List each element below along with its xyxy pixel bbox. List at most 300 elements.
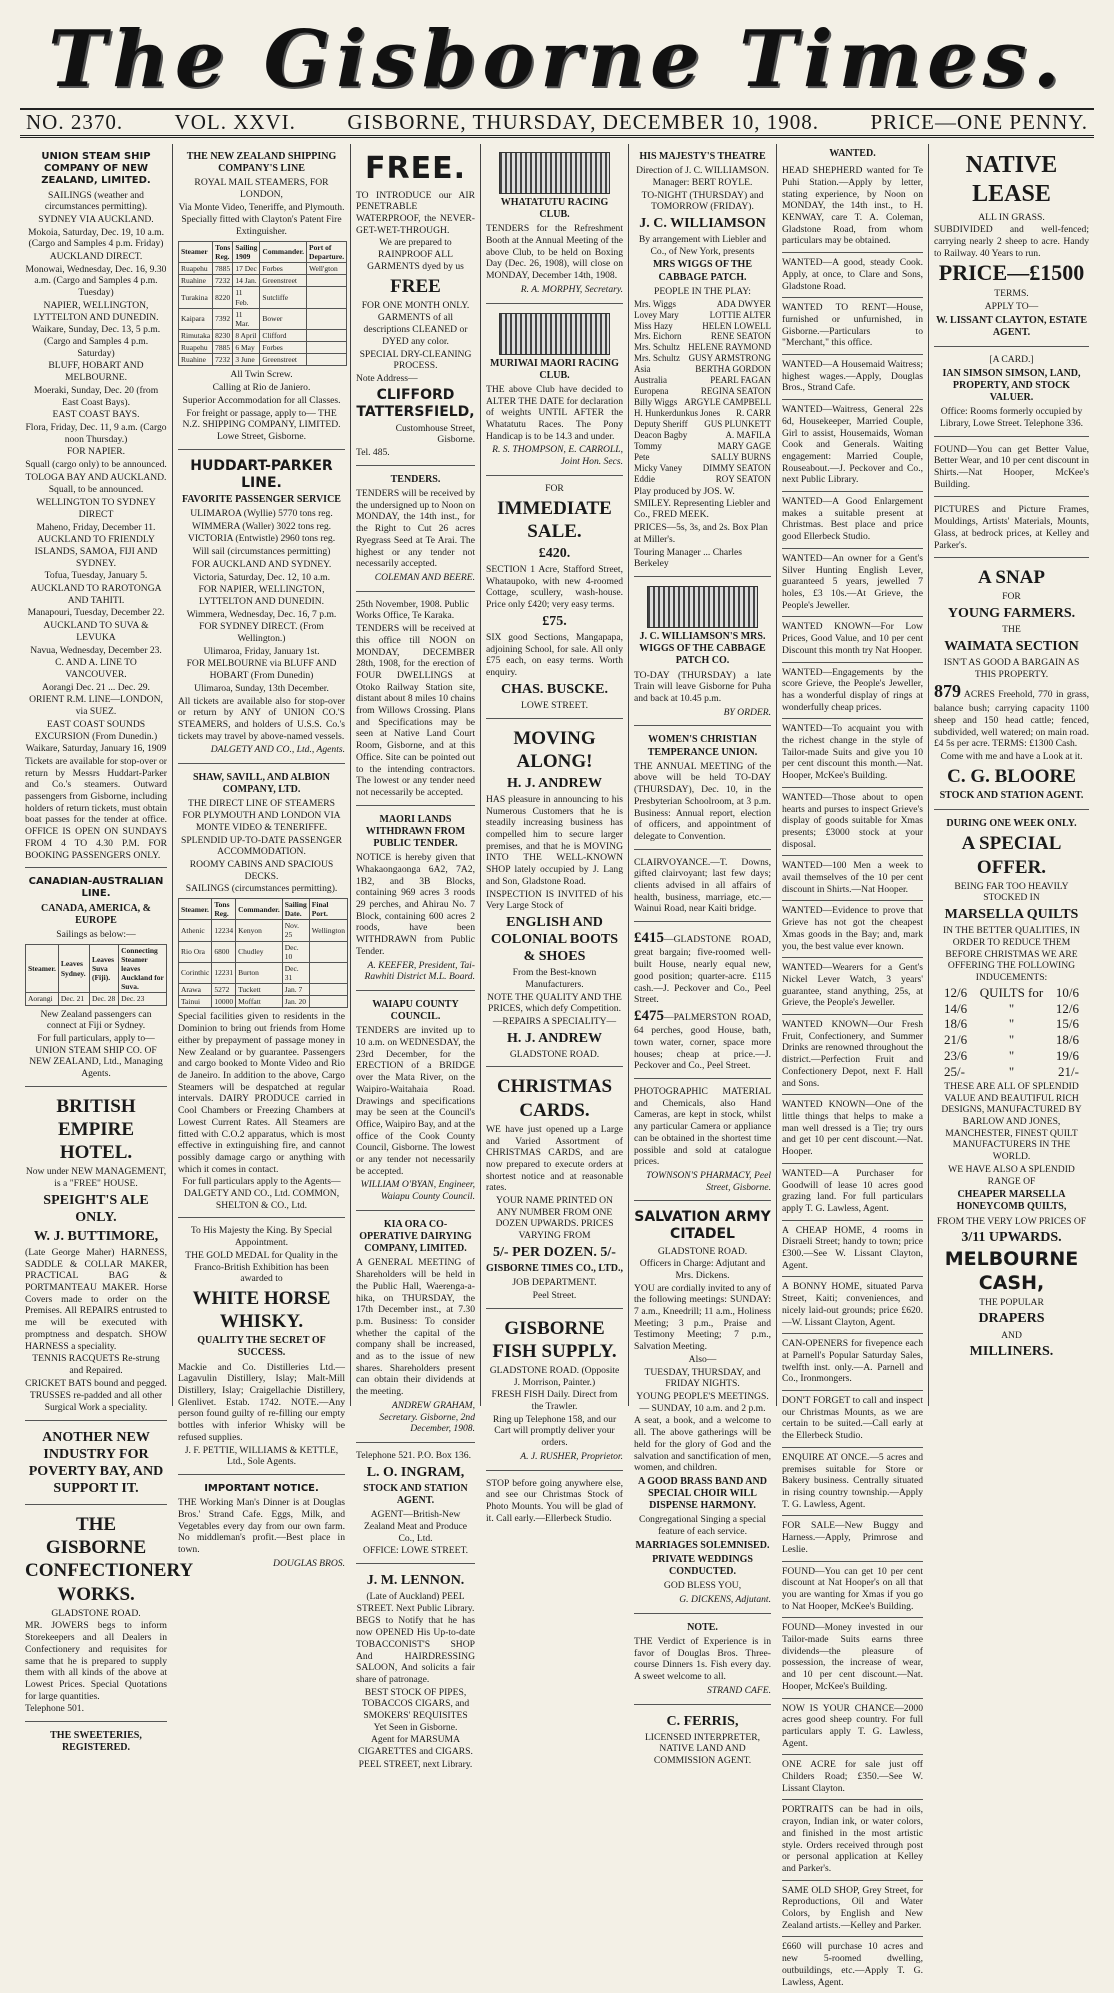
nzs-via: Via Monte Video, Teneriffe, and Plymouth. <box>178 201 345 213</box>
tenders-ad <box>356 469 475 592</box>
table-cell: 10000 <box>212 996 236 1008</box>
table-cell <box>309 984 347 996</box>
cast-role: Mrs. Wiggs <box>634 298 676 309</box>
hp-sub: FAVORITE PASSENGER SERVICE <box>182 493 341 505</box>
horse-body: Mackie and Co. Distilleries Ltd.— Lagavulin Distillery, Islay; Malt-Mill Distillery, Islay; Craigellachie Distillery, Glenlivet. Estab. 1742. NOTE.—Any person found guilty of re-filling our empty bottles with inferior Whisky will be refused supplies. <box>178 1361 345 1443</box>
table-cell: Tuckett <box>236 984 283 996</box>
table-cell: Chudley <box>236 941 283 962</box>
quilt-price-row <box>934 1001 1089 1017</box>
table-header-cell: Sailing 1909 <box>233 241 260 262</box>
cast-actor: DIMMY SEATON <box>702 463 771 474</box>
buttimore-cricket: CRICKET BATS bound and pegged. <box>25 1377 167 1389</box>
wctu-body: THE ANNUAL MEETING of the above will be held TO-DAY (THURSDAY), Dec. 10, in the Presbyterian Schoolroom, at 3 p.m. Business: Annual report, election of officers, and appointment of delegate to Convention. <box>634 760 771 842</box>
classified-item: NOW IS YOUR CHANCE—2000 acres good sheep country. For full particulars apply T. G. Lawless, Agent. <box>782 1700 923 1756</box>
melb-mill: MILLINERS. <box>969 1344 1054 1360</box>
cast-actor: ARGYLE CAMPBELL <box>684 397 771 408</box>
free-big: FREE <box>390 275 441 297</box>
tenders1-title: TENDERS. <box>390 473 441 485</box>
schedule-line: AUCKLAND TO SUVA & LEVUKA <box>43 620 149 643</box>
melb-and: AND <box>1001 1329 1022 1341</box>
table-cell: Forbes <box>260 263 307 275</box>
maori-lands-ad <box>356 809 475 991</box>
muri-title: MURIWAI MAORI RACING CLUB. <box>490 357 619 381</box>
lennon-stock: BEST STOCK OF PIPES, TOBACCOS CIGARS, and SMOKERS' REQUISITES Yet Seen in Gisborne. <box>361 1686 470 1733</box>
quilts-title: MARSELLA QUILTS <box>944 907 1079 923</box>
table-cell: 7885 <box>213 342 233 354</box>
free-prepared: We are prepared to RAINPROOF ALL GARMENTS dyed by us <box>367 237 464 272</box>
pictures-ad <box>934 500 1089 558</box>
cast-row <box>634 353 771 364</box>
new-price: 18/6 <box>1055 1032 1079 1048</box>
theatre-tonight: TO-NIGHT (THURSDAY) and TOMORROW (FRIDAY). <box>641 189 764 213</box>
table-header-cell: Tons Reg. <box>213 241 233 262</box>
ingram-title: L. O. INGRAM, <box>366 1464 465 1480</box>
sa-young: YOUNG PEOPLE'S MEETINGS.— SUNDAY, 10 a.m. and 2 p.m. <box>636 1390 769 1414</box>
clifford-addr: Customhouse Street, Gisborne. <box>395 422 475 446</box>
confect-title: THE GISBORNE CONFECTIONERY WORKS. <box>25 1514 194 1605</box>
cast-row <box>634 364 771 375</box>
snap-come: Come with me and have a Look at it. <box>940 751 1083 763</box>
maori-sign: A. KEEFER, President, Tai-Rawhiti District M.L. Board. <box>364 959 475 983</box>
special-title: A SPECIAL OFFER. <box>961 833 1062 878</box>
andrew-title: H. J. ANDREW <box>507 775 602 791</box>
fish-supply-ad <box>486 1312 623 1471</box>
classified-item: WANTED KNOWN—One of the little things that helps to make a man well dressed is a Tie; try ours and get 10 per cent discount.—Nat. Hooper. <box>782 1096 923 1164</box>
shaw-service: SPLENDID UP-TO-DATE PASSENGER ACCOMMODATION. <box>181 834 342 858</box>
table-cell <box>307 342 347 354</box>
lease-grass: ALL IN GRASS. <box>978 211 1045 223</box>
theatre-prices: PRICES—5s, 3s, and 2s. Box Plan at Miller's. <box>634 522 768 545</box>
quilts-ad <box>934 813 1089 1367</box>
classified-item: FOUND—You can get 10 per cent discount at Nat Hooper's on all that you are wanting for Xmas if you go to Nat Hooper, McKee's Building. <box>782 1563 923 1619</box>
ingram-tel: Telephone 521. P.O. Box 136. <box>356 1449 471 1461</box>
stop-ad <box>486 1474 623 1531</box>
union-steam-ship-ad <box>25 146 167 868</box>
andrew-addr: GLADSTONE ROAD. <box>509 1048 600 1060</box>
cast-row <box>634 397 771 408</box>
table-row <box>179 941 348 962</box>
cast-actor: A. MAFILA <box>725 430 771 441</box>
cast-actor: GUSY ARMSTRONG <box>688 353 771 364</box>
table-header-row <box>179 899 348 920</box>
table-header-cell: Commander. <box>260 241 307 262</box>
quilts-from: FROM THE VERY LOW PRICES OF <box>936 1215 1087 1227</box>
newspaper-columns <box>20 144 1094 1988</box>
table-cell: 12231 <box>212 962 236 983</box>
muriwai-racing-ad <box>486 307 623 476</box>
tenders1-body: TENDERS will be received by the undersigned up to Noon on MONDAY, the 14th inst., for the Right to Cut 26 acres Ryegrass Seed at Te Arai. The highest or any tender not necessarily accepted. <box>356 488 475 570</box>
sa-sign: G. DICKENS, Adjutant. <box>679 1594 771 1606</box>
andrew-goods: ENGLISH AND COLONIAL BOOTS & SHOES <box>490 914 619 965</box>
table-cell: Jan. 20 <box>282 996 309 1008</box>
table-cell: Clifford <box>260 330 307 342</box>
waipu-body: TENDERS are invited up to 10 a.m. on WEDNESDAY, the 23rd December, for the ERECTION of a BRIDGE over the Mata River, on the Waipiro-Waitahaia Road. Drawings and specifications may be seen at the Council's Office, Waipiro Bay, and at the office of the Cook County Council, Gisborne. The lowest or any tender not necessarily be accepted. <box>356 1025 475 1177</box>
special-body: BEING FAR TOO HEAVILY STOCKED IN <box>954 880 1069 904</box>
table-cell: Moffatt <box>236 996 283 1008</box>
quilt-price-row <box>934 1032 1089 1048</box>
andrew-inspect: INSPECTION IS INVITED of his Very Large Stock of <box>486 888 623 912</box>
classified-item: FOR SALE—New Buggy and Harness.—Apply, Primrose and Leslie. <box>782 1517 923 1561</box>
lennon-title: J. M. LENNON. <box>366 1572 465 1588</box>
table-cell: Dec. 28 <box>89 993 118 1005</box>
theatre-manager: Touring Manager ... Charles Berkeley <box>634 546 743 570</box>
cast-role: Billy Wiggs <box>634 397 678 408</box>
table-row <box>179 287 347 308</box>
photographic-ad <box>634 1082 771 1201</box>
canadian-table <box>25 944 167 1006</box>
white-horse-ad <box>178 1221 345 1475</box>
table-cell: Bower <box>260 308 307 329</box>
prop2-body: —PALMERSTON ROAD, 64 perches, good House, bath, town water, corner, space more houses; cheap at price.—J. Peckover and Co., Peel Street. <box>634 1011 771 1072</box>
snap-place: WAIMATA SECTION <box>944 638 1079 654</box>
fish-sign: A. J. RUSHER, Proprietor. <box>520 1450 623 1462</box>
table-cell <box>309 962 347 983</box>
table-row <box>179 330 347 342</box>
old-price: 25/- <box>944 1064 965 1080</box>
train-body: TO-DAY (THURSDAY) a late Train will leave Gisborne for Puha and back at 10.45 p.m. <box>634 669 771 704</box>
schedule-line: FOR NAPIER. <box>66 446 126 458</box>
cast-role: H. Hunkerdunkus Jones <box>634 408 721 419</box>
old-price: 21/6 <box>944 1032 968 1048</box>
cast-row <box>634 386 771 397</box>
schedule-line: AUCKLAND DIRECT. <box>49 251 143 263</box>
table-header-cell: Steamer. <box>26 944 59 993</box>
classified-item: WANTED—Waitress, General 22s 6d, Housekeeper, Married Couple, Girl to assist, Housemaids, Woman Cook and Generals. Waiting engagement: Married Couple, Rouseabout.—J. Peckover and Co., next Public Library. <box>782 401 923 492</box>
prop2 <box>634 1007 771 1072</box>
melb-title: MELBOURNE CASH, <box>944 1248 1079 1294</box>
quilt-label: QUILTS for <box>979 984 1044 1000</box>
free-title: FREE. <box>365 151 466 186</box>
schedule-line: Squall, to be announced. <box>48 484 144 496</box>
column-3 <box>351 144 481 1770</box>
xmas-body: WE have just opened up a Large and Varied Assortment of CHRISTMAS CARDS, and are now prepared to execute orders at shortest notice and at reasonable rates. <box>486 1123 623 1194</box>
property-ads <box>634 925 771 1079</box>
schedule-line: Waikare, Saturday, January 16, 1909 <box>25 743 167 755</box>
table-cell: 17 Dec <box>233 263 260 275</box>
andrew-body: HAS pleasure in announcing to his Numerous Customers that he is steadily increasing business has compelled him to secure larger premises, and that he is MOVING INTO THE WELL-KNOWN SHOP lately occupied by J. Lang and Son, Gladstone Road. <box>486 793 623 887</box>
maori-title: MAORI LANDS WITHDRAWN FROM PUBLIC TENDER. <box>365 813 466 850</box>
table-row <box>179 354 347 366</box>
sa-cong: Congregational Singing a special feature of each service. <box>638 1514 767 1538</box>
canadian-sub: CANADA, AMERICA, & EUROPE <box>41 902 151 926</box>
table-cell: 7232 <box>213 354 233 366</box>
xmas-title: CHRISTMAS CARDS. <box>496 1076 613 1121</box>
ingram-agent: AGENT—British-New Zealand Meat and Produce Co., Ltd. <box>363 1509 468 1544</box>
schedule-line: FOR SYDNEY DIRECT. (From Wellington.) <box>199 621 324 645</box>
shaw-apply: For full particulars apply to the Agents— DALGETY AND CO., Ltd. COMMON, SHELTON & CO., Ltd. <box>182 1176 341 1211</box>
shaw-body: Special facilities given to residents in the Dominion to bring out friends from Home either by prepayment of passage money in New Zealand or by guarantee. Passengers and cargo booked to Monte Video and Rio de Janeiro. In addition to the above, Cargo Steamers will be despatched at regular intervals. DAIRY PRODUCE carried in Cool Chambers or Freezing Chambers at Lowest Current Rates. All Steamers are fitted with C.O.2 apparatus, which is most effective in extinguishing fire, and cannot possibly damage cargo or anything with which it comes in contact. <box>178 1011 345 1175</box>
shaw-table <box>178 898 348 1008</box>
bloore-title: C. G. BLOORE <box>947 765 1076 787</box>
table-cell <box>307 308 347 329</box>
industry-text: ANOTHER NEW INDUSTRY FOR POVERTY BAY, AND SUPPORT IT. <box>28 1429 164 1496</box>
classified-item: DON'T FORGET to call and inspect our Christmas Mounts, as we are certain to be suited.—Call early at the Ellerbeck Studio. <box>782 1392 923 1448</box>
canadian-note: New Zealand passengers can connect at Fiji or Sydney. <box>40 1008 152 1032</box>
note-body: THE Verdict of Experience is in favor of Douglas Bros. Three-course Dinners 1s. Fish every day. A sweet welcome to all. <box>634 1636 771 1683</box>
table-header-cell: Port of Departure. <box>307 241 347 262</box>
schedule-line: Monowai, Wednesday, Dec. 16, 9.30 a.m. (Cargo and Samples 4 p.m. Tuesday) <box>25 263 167 299</box>
schedule-line: SYDNEY VIA AUCKLAND. <box>38 213 154 225</box>
ferris-ad <box>634 1708 771 1773</box>
nzs-accom: Superior Accommodation for all Classes. <box>182 394 341 406</box>
new-price: 10/6 <box>1055 984 1079 1000</box>
schedule-line: C. AND A. LINE TO VANCOUVER. <box>55 657 137 680</box>
wanted-list <box>782 162 923 1993</box>
table-cell: 14 Jan. <box>233 275 260 287</box>
free-special: SPECIAL DRY-CLEANING PROCESS. <box>359 348 472 372</box>
schedule-line: Mokoia, Saturday, Dec. 19, 10 a.m. (Cargo and Samples 4 p.m. Friday) <box>27 226 165 250</box>
schedule-line: Flora, Friday, Dec. 11, 9 a.m. (Cargo noon Thursday.) <box>25 421 167 445</box>
table-cell: 5272 <box>212 984 236 996</box>
quilt-label: " <box>1008 1000 1015 1016</box>
whatatutu-racing-ad <box>486 146 623 304</box>
table-cell: Tainui <box>179 996 212 1008</box>
table-cell: Jan. 7 <box>282 984 309 996</box>
table-cell: Dec. 21 <box>58 993 89 1005</box>
theatre-dir: Direction of J. C. WILLIAMSON. Manager: BERT ROYLE. <box>636 165 769 188</box>
quilt-price-row <box>934 1016 1089 1032</box>
table-cell: 11 Feb. <box>233 287 260 308</box>
quilt-price-row <box>934 1048 1089 1064</box>
classified-item: WANTED—Engagements by the score Grieve, the People's Jeweller, has a wonderful display of rings at wonderfully cheap prices. <box>782 664 923 720</box>
table-cell <box>307 354 347 366</box>
hp-tickets: All tickets are available also for stop-over or return by ANY of UNION CO.'S STEAMERS, and holders of U.S.S. Co.'s tickets may travel by above-named vessels. <box>178 695 345 742</box>
issue-number: NO. 2370. <box>26 110 124 134</box>
buttimore-title: W. J. BUTTIMORE, <box>33 1228 159 1244</box>
old-price: 18/6 <box>944 1016 968 1032</box>
table-cell: Rio Ora <box>179 941 212 962</box>
cast-actor: ROY SEATON <box>715 474 771 485</box>
free-waterproof-ad <box>356 146 475 466</box>
snap-acres: 879 <box>934 681 961 702</box>
cast-actor: HELEN LOWELL <box>702 320 771 331</box>
schedule-line: Ulimaroa, Sunday, 13th December. <box>194 682 329 694</box>
clair-body: CLAIRVOYANCE.—T. Downs, gifted clairvoyant; last few days; clients advised in all affairs of health, business, marriage, etc.—Wainui Road, near Kaiti bridge. <box>634 856 771 915</box>
sa-marr: MARRIAGES SOLEMNISED. <box>635 1539 770 1551</box>
cast-role: Pete <box>634 452 650 463</box>
cast-row <box>634 375 771 386</box>
schedule-line: Ulimaroa, Friday, January 1st. <box>203 645 320 657</box>
canadian-australian-ad <box>25 871 167 1087</box>
column-4 <box>481 144 629 1524</box>
quilt-price-row <box>934 1064 1089 1080</box>
price: PRICE—ONE PENNY. <box>870 110 1088 134</box>
table-cell: Turakina <box>179 287 213 308</box>
schedule-line: Maheno, Friday, December 11. <box>36 521 156 533</box>
card-name: IAN SIMSON SIMSON, LAND, PROPERTY, AND STOCK VALUER. <box>942 367 1081 404</box>
sa-band: A GOOD BRASS BAND AND SPECIAL CHOIR WILL DISPENSE HARMONY. <box>638 1475 767 1512</box>
volume-number: VOL. XXVI. <box>174 110 296 134</box>
table-cell: 6800 <box>212 941 236 962</box>
immediate-sale-ad <box>486 479 623 719</box>
christmas-cards-ad <box>486 1070 623 1308</box>
nzs-title: THE NEW ZEALAND SHIPPING COMPANY'S LINE <box>186 151 337 175</box>
table-header-cell: Commander. <box>236 899 283 920</box>
table-header-cell: Sailing Date. <box>282 899 309 920</box>
andrew-repairs: —REPAIRS A SPECIALITY— <box>492 1016 617 1027</box>
pictures-body: PICTURES and Picture Frames, Mouldings, Artists' Materials, Mounts, Glass, at bedrock prices, at Kelley and Parker's. <box>934 504 1089 551</box>
train-caption: J. C. WILLIAMSON'S MRS. WIGGS OF THE CABBAGE PATCH CO. <box>639 630 766 667</box>
table-cell: Wellington <box>309 920 347 941</box>
lease-title: NATIVE LEASE <box>965 152 1058 208</box>
shaw-savill-ad <box>178 767 345 1218</box>
sa-body: YOU are cordially invited to any of the following meetings: SUNDAY: 7 a.m., Kneedrill; 11 a.m., Holiness Meeting; 3 p.m., Praise and Testimony Meeting; 7 p.m., Salvation Meeting. <box>634 1282 771 1353</box>
photo-sign: TOWNSON'S PHARMACY, Peel Street, Gisborne. <box>646 1169 771 1193</box>
cast-row <box>634 452 771 463</box>
waipu-title: WAIAPU COUNTY COUNCIL. <box>372 998 459 1023</box>
schedule-line: Victoria, Saturday, Dec. 12, 10 a.m. <box>192 571 331 583</box>
lease-apply: APPLY TO— <box>984 300 1039 312</box>
classified-item: CAN-OPENERS for fivepence each at Parnell's Popular Saturday Sales, twelfth inst. only.—A. Parnell and Co., Ironmongers. <box>782 1335 923 1391</box>
old-price: 23/6 <box>944 1048 968 1064</box>
table-cell: Corinthic <box>179 962 212 983</box>
table-cell: Sutcliffe <box>260 287 307 308</box>
classified-item: £660 will purchase 10 acres and new 5-roomed dwelling, outbuildings, etc.—Apply T. G. Lawless, Agent. <box>782 1941 923 1988</box>
sa-also: Also— <box>688 1353 717 1365</box>
sale-title: IMMEDIATE SALE. <box>497 497 612 542</box>
moving-title: MOVING ALONG! <box>513 727 596 772</box>
clairvoyance-ad <box>634 853 771 923</box>
table-header-row <box>26 944 167 993</box>
waiapu-council-ad <box>356 994 475 1211</box>
muri-sign: R. S. THOMPSON, E. CARROLL, Joint Hon. Secs. <box>492 444 623 468</box>
table-row <box>179 275 347 287</box>
cast-role: Tommy <box>634 441 662 452</box>
buttimore-tennis: TENNIS RACQUETS Re-strung and Repaired. <box>32 1353 160 1376</box>
table-cell: 8230 <box>213 330 233 342</box>
cast-actor: R. CARR <box>735 408 771 419</box>
fish-body: FRESH FISH Daily. Direct from the Trawler. <box>491 1389 618 1412</box>
cast-actor: SALLY BURNS <box>710 452 771 463</box>
horse-appoint: To His Majesty the King. By Special Appointment. <box>190 1225 333 1249</box>
canadian-contact: For full particulars, apply to— UNION STEAM SHIP CO. OF NEW ZEALAND, Ltd., Managing Agents. <box>29 1032 163 1080</box>
stop-body: STOP before going anywhere else, and see our Christmas Stock of Photo Mounts. You will be glad of it. Call early.—Ellerbeck Studio. <box>486 1477 623 1524</box>
old-price: 12/6 <box>944 984 968 1000</box>
schedule-line: Tofua, Tuesday, January 5. <box>44 570 148 582</box>
classified-item: WANTED—A Good Enlargement makes a suitable present at Christmas. Best place and price good Ellerbeck Studio. <box>782 493 923 549</box>
usc-title: UNION STEAM SHIP COMPANY OF NEW ZEALAND, LIMITED. <box>41 151 151 187</box>
quilts-price: 3/11 UPWARDS. <box>961 1230 1062 1246</box>
cast-row <box>634 408 771 419</box>
column-5 <box>629 144 777 1767</box>
cast-row <box>634 299 771 310</box>
schedule-line: Will sail (circumstances permitting) <box>192 546 331 558</box>
andrew-from: From the Best-known Manufacturers. <box>512 967 597 990</box>
lennon-agent: Agent for MARSUMA CIGARETTES and CIGARS. <box>358 1734 473 1758</box>
ingram-ad <box>356 1446 475 1564</box>
shaw-title: SHAW, SAVILL, AND ALBION COMPANY, LTD. <box>193 772 330 796</box>
quilt-label: " <box>1008 1064 1015 1080</box>
classified-item: WANTED TO RENT—House, furnished or unfurnished, in Gisborne.—Particulars to "Merchant," this office. <box>782 299 923 355</box>
schedule-line: EAST COAST BAYS. <box>52 409 140 421</box>
schedule-line: FOR NAPIER, WELLINGTON, LYTTELTON AND DUNEDIN. <box>198 584 325 607</box>
table-cell: Ruapehu <box>179 342 213 354</box>
quilts-cheap: CHEAPER MARSELLA HONEYCOMB QUILTS, <box>956 1189 1067 1213</box>
lease-terms: TERMS. <box>994 288 1029 300</box>
cast-row <box>634 463 771 474</box>
schedule-line: WELLINGTON TO SYDNEY DIRECT <box>36 497 156 520</box>
schedule-line: ULIMAROA (Wyllie) 5770 tons reg. <box>190 508 333 519</box>
horse-title: WHITE HORSE WHISKY. <box>192 1287 331 1333</box>
table-cell: Burton <box>236 962 283 983</box>
table-cell: Ruapehu <box>179 263 213 275</box>
muri-body: THE above Club have decided to ALTER THE DATE for declaration of weights UNTIL AFTER the Whatatutu Races. The Pony Handicap is to be 14.3 and under. <box>486 383 623 442</box>
nzs-twin: All Twin Screw. <box>230 369 293 381</box>
table-row <box>179 996 348 1008</box>
wctu-title: WOMEN'S CHRISTIAN TEMPERANCE UNION. <box>647 734 758 758</box>
quilt-label: " <box>1008 1016 1015 1032</box>
schedule-line: Squall (cargo only) to be announced. <box>25 459 167 471</box>
table-header-cell: Steamer. <box>179 899 212 920</box>
lease-agent: W. LISSANT CLAYTON, ESTATE AGENT. <box>935 314 1088 338</box>
theatre-play: MRS WIGGS OF THE CABBAGE PATCH. <box>652 259 752 283</box>
note-ad <box>634 1617 771 1705</box>
xmas-name: YOUR NAME PRINTED ON ANY NUMBER FROM ONE DOZEN UPWARDS. PRICES VARYING FROM <box>495 1195 614 1242</box>
melb-drapers: DRAPERS <box>978 1311 1045 1327</box>
free-intro: TO INTRODUCE our AIR PENETRABLE WATERPROOF, the NEVER-GET-WET-THROUGH. <box>356 189 475 236</box>
waipu-sign: WILLIAM O'BYAN, Engineer, Waiapu County Council. <box>360 1179 475 1203</box>
classified-item: A CHEAP HOME, 4 rooms in Disraeli Street; handy to town; price £300.—See W. Lissant Clayton, Agent. <box>782 1222 923 1278</box>
table-row <box>179 962 348 983</box>
quilts-note: THESE ARE ALL OF SPLENDID VALUE AND BEAUTIFUL RICH DESIGNS, MANUFACTURED BY BARLOW AND JONES, MANCHESTER, FINEST QUILT MANUFACTURERS IN THE WORLD. <box>941 1080 1082 1163</box>
table-cell: Rimutaka <box>179 330 213 342</box>
table-cell: 8220 <box>213 287 233 308</box>
xmas-addr: Peel Street. <box>532 1289 577 1301</box>
note-sign: STRAND CAFE. <box>707 1684 771 1696</box>
classified-item: WANTED—Those about to open hearts and purses to inspect Grieve's display of goods suitable for Xmas presents; £3000 stock at your disposal. <box>782 789 923 857</box>
ingram-office: OFFICE: LOWE STREET. <box>362 1545 469 1557</box>
schedule-line: ORIENT R.M. LINE—LONDON, via SUEZ. <box>29 694 163 718</box>
nzs-sub: ROYAL MAIL STEAMERS, FOR LONDON, <box>194 177 329 201</box>
train-illustration <box>647 586 759 628</box>
sale-price2: £75. <box>542 613 567 629</box>
table-cell: Greenstreet <box>260 354 307 366</box>
table-cell: 6 May <box>233 342 260 354</box>
ingram-sub: STOCK AND STATION AGENT. <box>363 1482 468 1506</box>
schedule-line: Aorangi Dec. 21 ... Dec. 29. <box>42 681 150 693</box>
cast-actor: REGINA SEATON <box>700 386 771 397</box>
column-6 <box>777 144 929 1988</box>
whata-title: WHATATUTU RACING CLUB. <box>500 197 609 221</box>
quilt-price-list <box>934 985 1089 1080</box>
classified-item: ENQUIRE AT ONCE.—5 acres and premises suitable for Store or Bakery business. Centrally situated in rising country township.—Apply T. G. Lawless, Agent. <box>782 1449 923 1517</box>
wctu-ad <box>634 729 771 849</box>
schedule-line: EAST COAST SOUNDS EXCURSION (From Dunedin.) <box>34 718 158 742</box>
table-row <box>26 993 167 1005</box>
cast-role: Australia <box>634 375 667 386</box>
empire-title: BRITISH EMPIRE HOTEL. <box>56 1095 136 1164</box>
cast-role: Asia <box>634 364 651 375</box>
clifford-tel: Tel. 485. <box>356 447 390 459</box>
prop1-price: £415 <box>634 930 664 947</box>
lennon-body: BEGS to Notify that he has now OPENED His Up-to-date TOBACCONIST'S SHOP And HAIRDRESSING SALOON, And solicits a fair share of patronage. <box>356 1615 475 1685</box>
snap-ad <box>934 561 1089 810</box>
snap-for: FOR <box>1002 591 1021 603</box>
table-cell <box>307 287 347 308</box>
table-row <box>179 263 347 275</box>
hp-schedule <box>178 508 345 695</box>
schedule-line: Wimmera, Wednesday, Dec. 16, 7 p.m. <box>186 608 337 620</box>
sa-addr: GLADSTONE ROAD. <box>657 1245 748 1257</box>
horse-agents: J. F. PETTIE, WILLIAMS & KETTLE, Ltd., Sole Agents. <box>184 1444 339 1468</box>
notice-sign: DOUGLAS BROS. <box>273 1557 345 1569</box>
ferris-sub: LICENSED INTERPRETER, NATIVE LAND AND COMMISSION AGENT. <box>644 1731 761 1767</box>
snap-title: A SNAP <box>977 567 1046 589</box>
shaw-sailings: SAILINGS (circumstances permitting). <box>185 883 338 895</box>
usc-sailings: SAILINGS (weather and circumstances permitting). <box>44 189 148 213</box>
table-row <box>179 984 348 996</box>
cast-row <box>634 331 771 342</box>
